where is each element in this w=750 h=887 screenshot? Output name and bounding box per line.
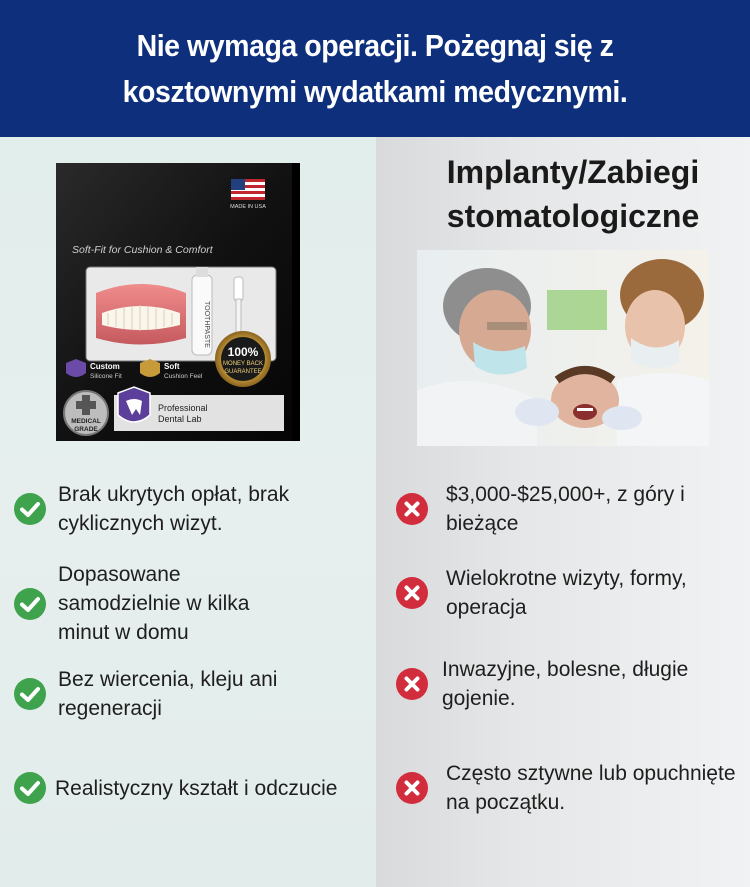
lab-line1: Professional xyxy=(158,403,208,413)
product-box-graphic xyxy=(56,163,300,441)
medical-line2: GRADE xyxy=(74,426,98,433)
pro-text: Brak ukrytych opłat, brak cyklicznych wizyt. xyxy=(58,483,290,535)
money-back-seal-icon xyxy=(215,331,271,387)
con-row xyxy=(396,655,736,713)
check-icon xyxy=(14,678,46,710)
check-icon xyxy=(14,493,46,525)
con-text: Inwazyjne, bolesne, długie gojenie. xyxy=(442,658,689,710)
header-banner xyxy=(0,0,750,137)
pro-text: Bez wiercenia, kleju ani regeneracji xyxy=(58,668,278,720)
con-text: Wielokrotne wizyty, formy, operacja xyxy=(446,567,687,619)
seal-line2: GUARANTEE xyxy=(224,369,262,375)
cross-icon xyxy=(396,493,428,525)
comparison-title: Implanty/Zabiegi stomatologiczne xyxy=(446,154,700,234)
pro-row xyxy=(14,480,364,538)
toothpaste-label: TOOTHPASTE xyxy=(203,301,210,348)
con-row xyxy=(396,564,736,622)
pro-row xyxy=(14,665,364,723)
pro-text: Realistyczny kształt i odczucie xyxy=(55,776,338,800)
con-row xyxy=(396,480,736,538)
lab-line2: Dental Lab xyxy=(158,414,202,424)
feature2-title: Soft xyxy=(164,362,180,371)
made-in-label: MADE IN USA xyxy=(230,204,266,210)
pro-text: Dopasowane samodzielnie w kilka minut w domu xyxy=(58,563,250,644)
cross-icon xyxy=(396,772,428,804)
check-icon xyxy=(14,772,46,804)
seal-percent: 100% xyxy=(227,345,259,359)
dental-procedure-photo xyxy=(417,250,709,446)
usa-flag-icon xyxy=(231,179,265,200)
cross-icon xyxy=(396,668,428,700)
product-box-image xyxy=(56,163,300,441)
product-tagline: Soft-Fit for Cushion & Comfort xyxy=(72,244,213,256)
check-icon xyxy=(14,588,46,620)
denture-image xyxy=(96,284,186,345)
banner-title: Nie wymaga operacji. Pożegnaj się z kosztownymi wydatkami medycznymi. xyxy=(122,27,628,109)
pro-row xyxy=(14,772,376,804)
dental-photo-graphic xyxy=(417,250,709,446)
cross-icon xyxy=(396,577,428,609)
medical-line1: MEDICAL xyxy=(71,418,101,425)
seal-line1: MONEY BACK xyxy=(223,361,263,367)
feature1-title: Custom xyxy=(90,362,120,371)
con-text: $3,000-$25,000+, z góry i bieżące xyxy=(446,483,685,535)
pro-row xyxy=(14,560,364,647)
feature2-sub: Cushion Feel xyxy=(164,373,203,380)
con-text: Często sztywne lub opuchnięte na początku. xyxy=(446,762,736,814)
feature1-sub: Silicone Fit xyxy=(90,373,122,380)
con-row xyxy=(396,759,746,817)
